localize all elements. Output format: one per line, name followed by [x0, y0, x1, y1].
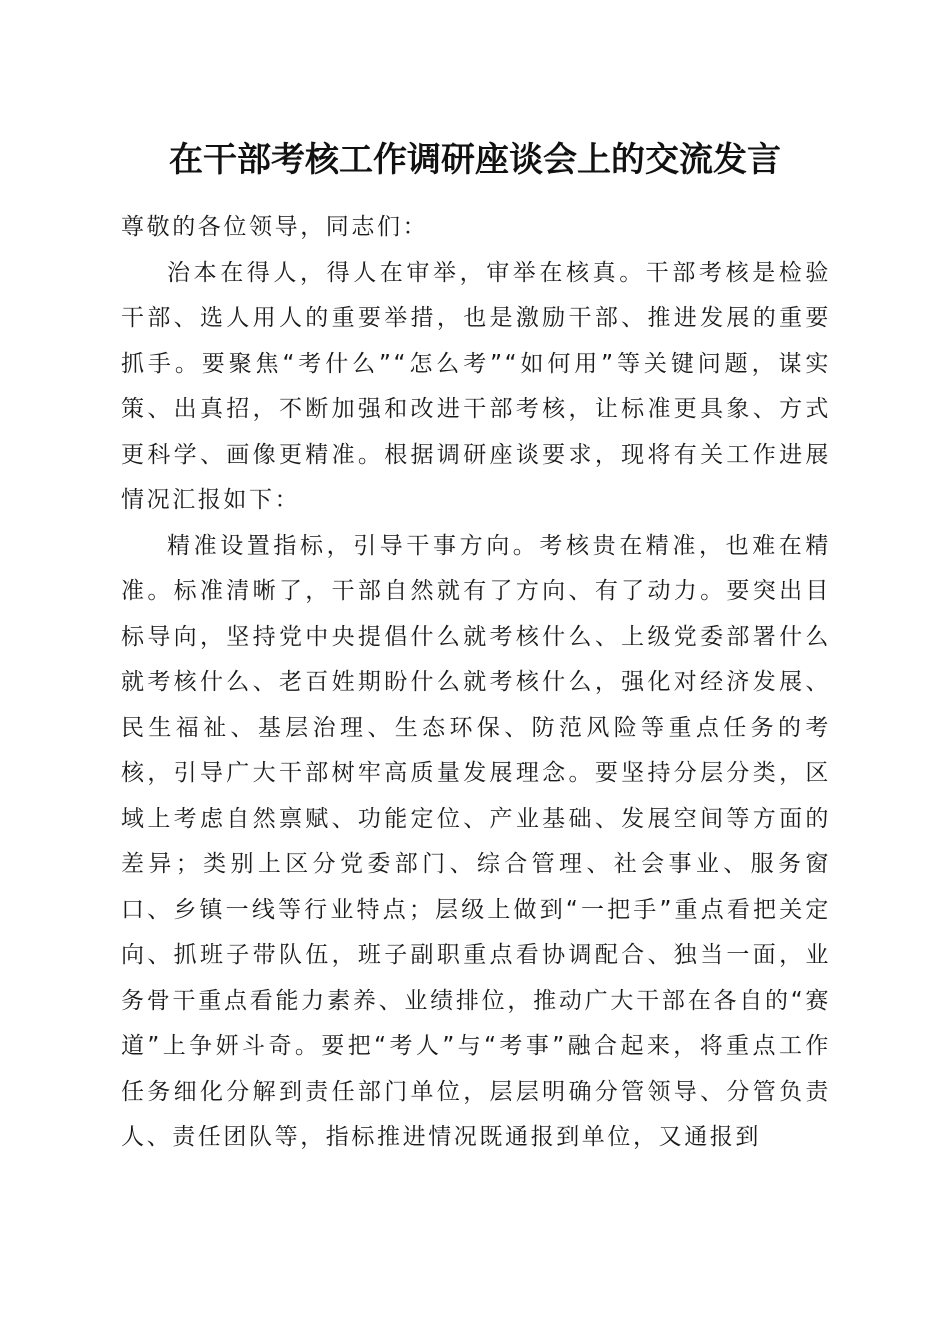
paragraph-indicators: 精准设置指标，引导干事方向。考核贵在精准，也难在精准。标准清晰了，干部自然就有了方向、有了动力。要突出目标导向，坚持党中央提倡什么就考核什么、上级党委部署什么就考核什么、老百姓期盼什么就考核什么，强化对经济发展、民生福祉、基层治理、生态环保、防范风险等重点任务的考核，引导广大干部树牢高质量发展理念。要坚持分层分类，区域上考虑自然禀赋、功能定位、产业基础、发展空间等方面的差异；类别上区分党委部门、综合管理、社会事业、服务窗口、乡镇一线等行业特点；层级上做到“一把手”重点看把关定向、抓班子带队伍，班子副职重点看协调配合、独当一面，业务骨干重点看能力素养、业绩排位，推动广大干部在各自的“赛道”上争妍斗奇。要把“考人”与“考事”融合起来，将重点工作任务细化分解到责任部门单位，层层明确分管领导、分管负责人、责任团队等，指标推进情况既通报到单位，又通报到 [121, 532, 831, 1150]
salutation: 尊敬的各位领导，同志们： [121, 214, 429, 240]
document-title: 在干部考核工作调研座谈会上的交流发言 [169, 140, 781, 180]
paragraph-intro: 治本在得人，得人在审举，审举在核真。干部考核是检验干部、选人用人的重要举措，也是激励干部、推进发展的重要抓手。要聚焦“考什么”“怎么考”“如何用”等关键问题，谋实策、出真招，不断加强和改进干部考核，让标准更具象、方式更科学、画像更精准。根据调研座谈要求，现将有关工作进展情况汇报如下： [121, 259, 831, 513]
document-body [121, 205, 831, 1161]
